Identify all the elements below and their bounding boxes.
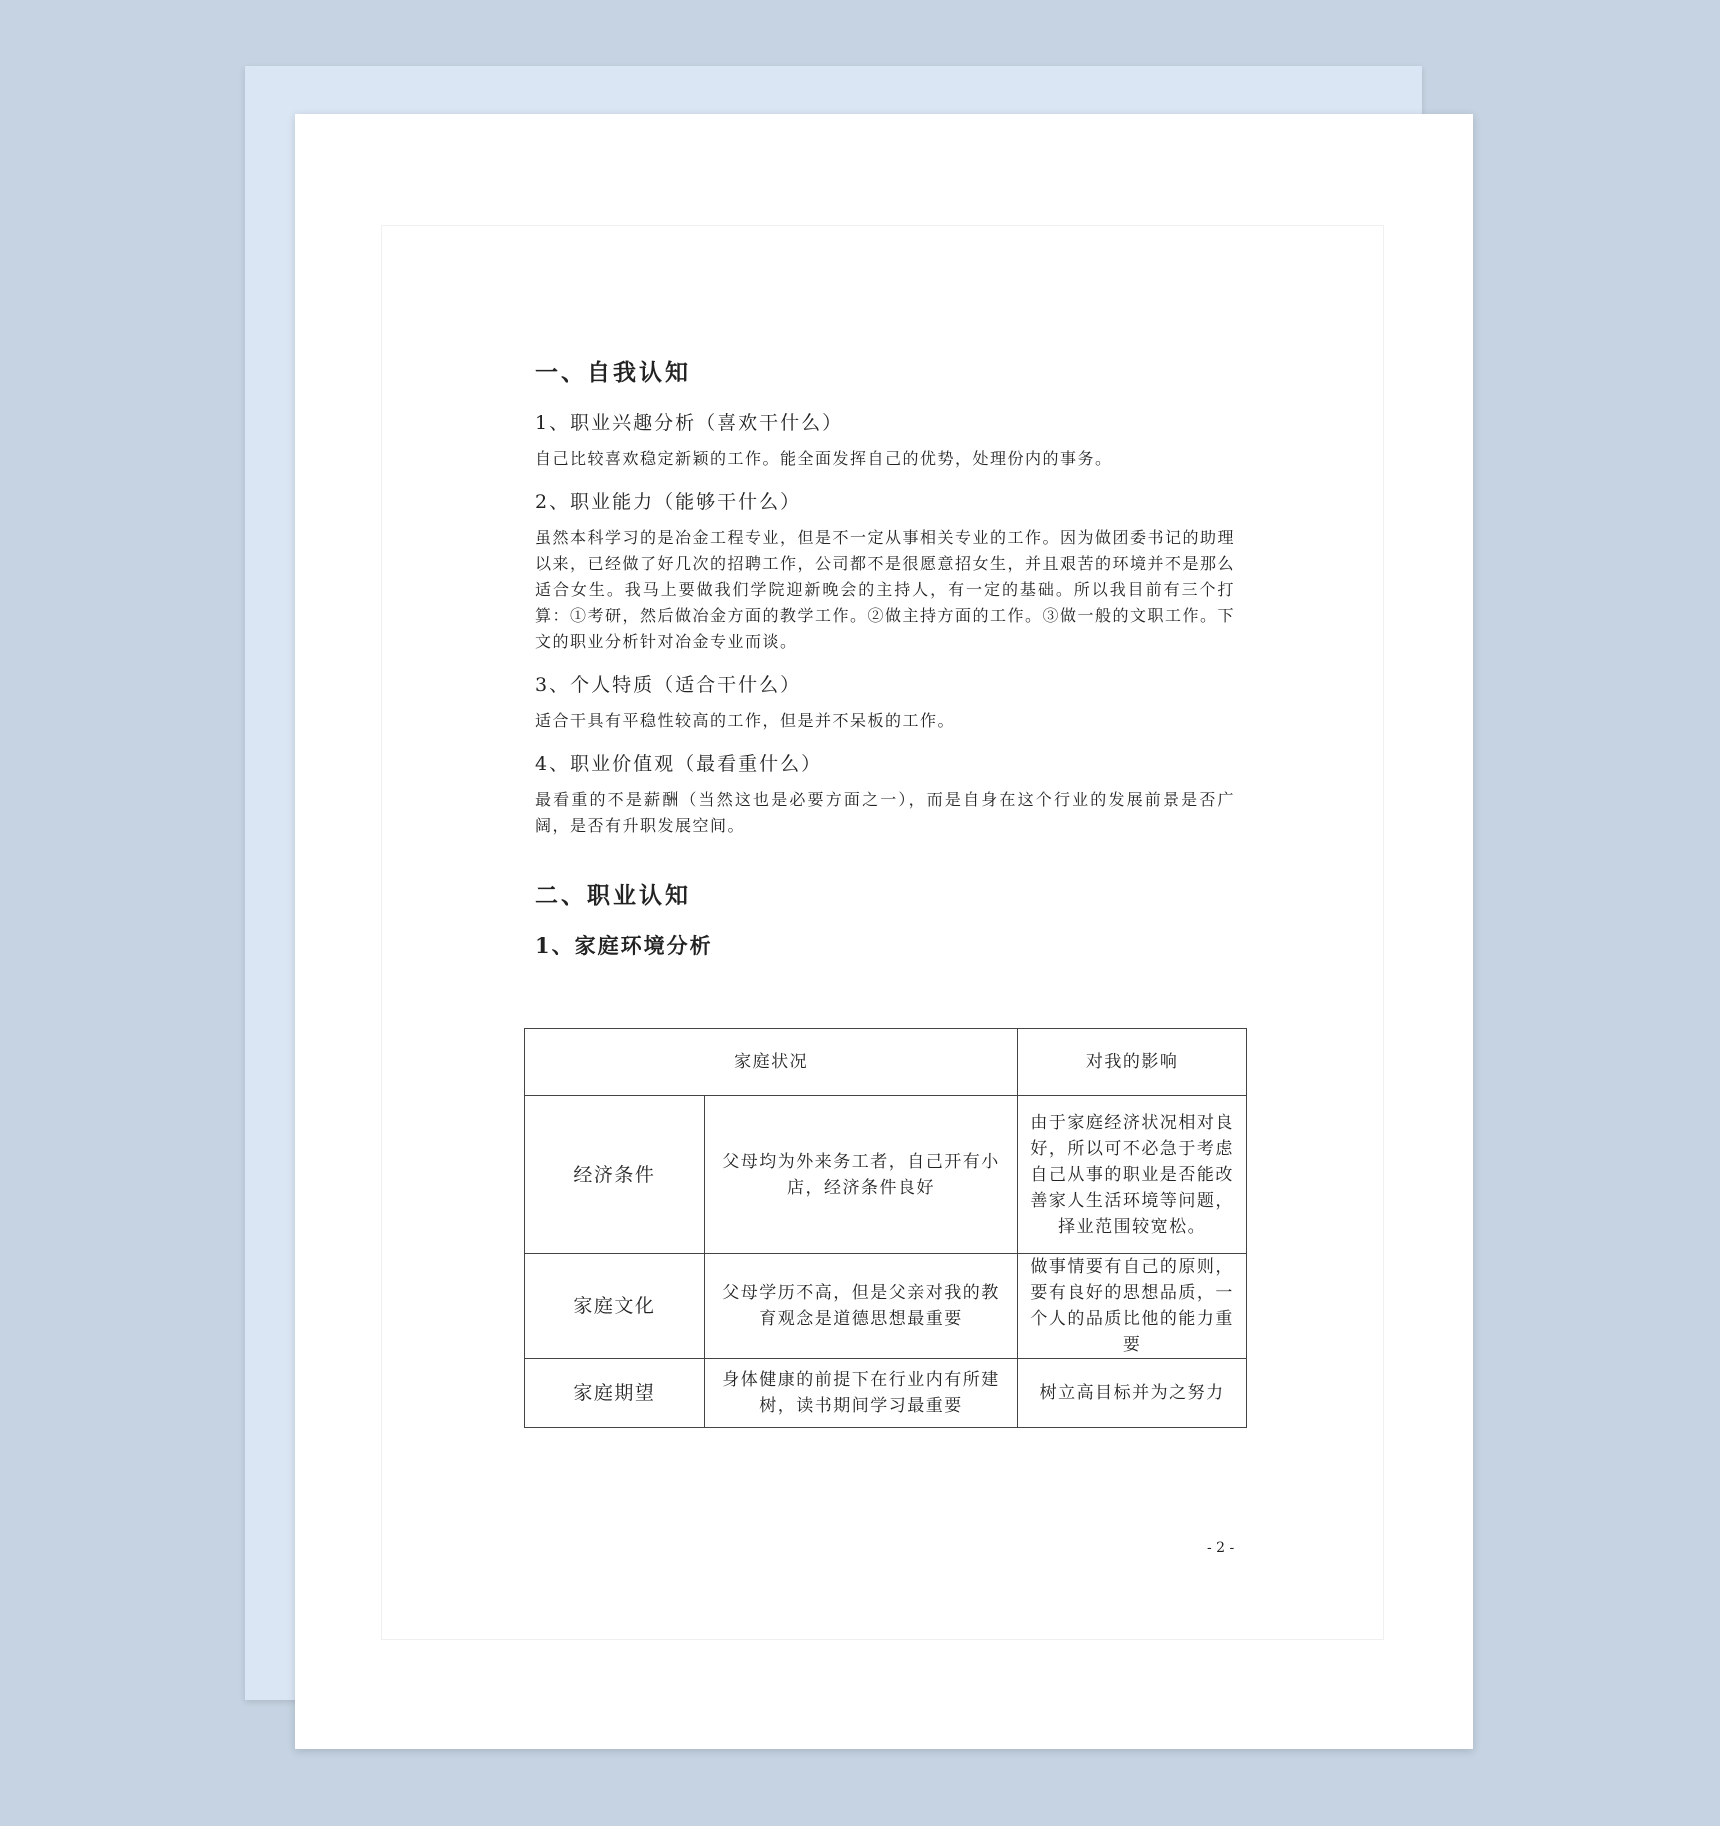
situation-cell: 父母学历不高，但是父亲对我的教育观念是道德思想最重要 xyxy=(704,1254,1018,1359)
table-row xyxy=(525,1096,1247,1254)
subheading: 2、职业能力（能够干什么） xyxy=(535,491,802,513)
subheading: 1、家庭环境分析 xyxy=(535,933,713,958)
page-number: - 2 - xyxy=(1207,1540,1235,1556)
section-title: 一、自我认知 xyxy=(535,359,691,386)
paragraph: 自己比较喜欢稳定新颖的工作。能全面发挥自己的优势，处理份内的事务。 xyxy=(535,449,1113,468)
category-cell: 经济条件 xyxy=(525,1096,705,1254)
paragraph: 最看重的不是薪酬（当然这也是必要方面之一），而是自身在这个行业的发展前景是否广阔，是否有升职发展空间。 xyxy=(535,790,1235,835)
category-cell: 家庭文化 xyxy=(525,1254,705,1359)
section-title: 二、职业认知 xyxy=(535,882,691,909)
subheading: 1、职业兴趣分析（喜欢干什么） xyxy=(535,412,844,434)
category-cell: 家庭期望 xyxy=(525,1359,705,1428)
table-header-row xyxy=(525,1029,1247,1096)
impact-cell: 树立高目标并为之努力 xyxy=(1018,1359,1247,1428)
header-cell: 家庭状况 xyxy=(525,1029,1018,1096)
subheading: 3、个人特质（适合干什么） xyxy=(535,674,802,696)
table-row xyxy=(525,1254,1247,1359)
family-environment-table xyxy=(524,1028,1247,1428)
header-cell: 对我的影响 xyxy=(1018,1029,1247,1096)
table-row xyxy=(525,1359,1247,1428)
situation-cell: 父母均为外来务工者，自己开有小店，经济条件良好 xyxy=(704,1096,1018,1254)
situation-cell: 身体健康的前提下在行业内有所建树，读书期间学习最重要 xyxy=(704,1359,1018,1428)
paragraph: 适合干具有平稳性较高的工作，但是并不呆板的工作。 xyxy=(535,711,956,730)
impact-cell: 由于家庭经济状况相对良好，所以可不必急于考虑自己从事的职业是否能改善家人生活环境等问题，择业范围较宽松。 xyxy=(1018,1096,1247,1254)
subheading: 4、职业价值观（最看重什么） xyxy=(535,753,823,775)
paragraph: 虽然本科学习的是冶金工程专业，但是不一定从事相关专业的工作。因为做团委书记的助理以来，已经做了好几次的招聘工作，公司都不是很愿意招女生，并且艰苦的环境并不是那么适合女生。我马上要做我们学院迎新晚会的主持人，有一定的基础。所以我目前有三个打算：①考研，然后做冶金方面的教学工作。②做主持方面的工作。③做一般的文职工作。下文的职业分析针对冶金专业而谈。 xyxy=(535,528,1236,651)
impact-cell: 做事情要有自己的原则，要有良好的思想品质，一个人的品质比他的能力重要 xyxy=(1018,1254,1247,1359)
document-page xyxy=(295,114,1473,1749)
